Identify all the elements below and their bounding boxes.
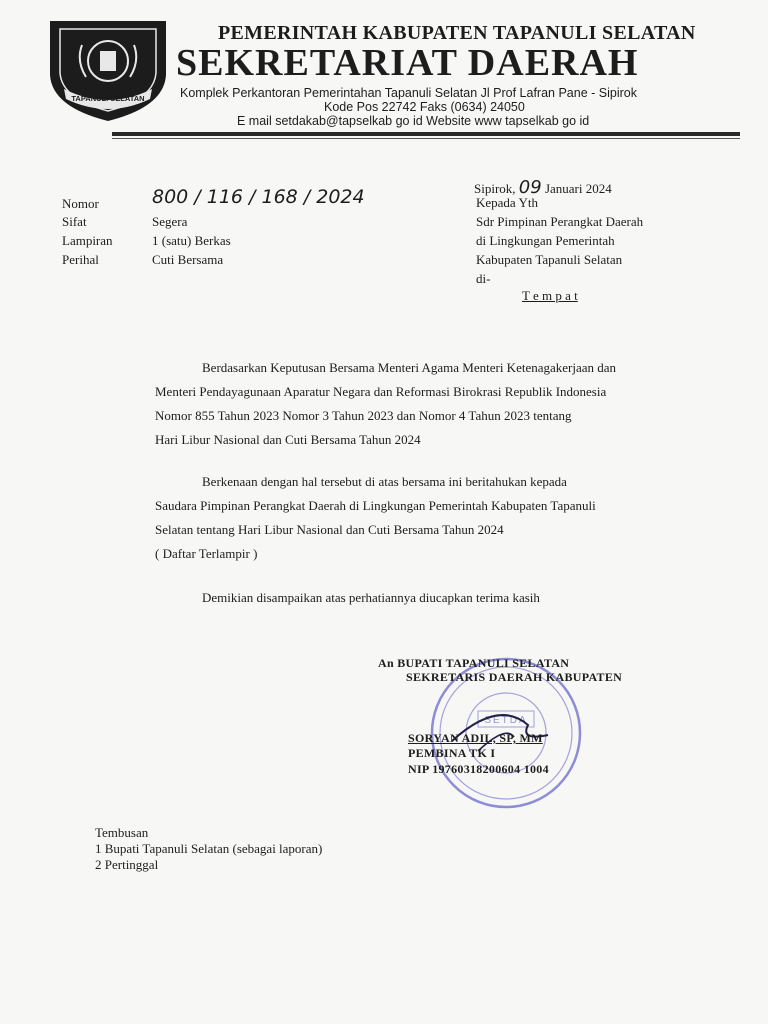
- recipient-place: T e m p a t: [522, 288, 578, 303]
- header-rule-thin: [112, 138, 740, 139]
- cc-item-1: 1 Bupati Tapanuli Selatan (sebagai laporan): [95, 841, 323, 856]
- signature-an: An BUPATI TAPANULI SELATAN: [378, 656, 570, 670]
- contact-line: E mail setdakab@tapselkab go id Website www tapselkab go id: [237, 114, 590, 128]
- meta-label-sifat: Sifat: [62, 214, 87, 229]
- date-month-year: Januari 2024: [544, 181, 612, 196]
- recipient-line-3: di Lingkungan Pemerintah: [476, 233, 615, 248]
- signatory-name: SORYAN ADIL, SP, MM: [408, 731, 543, 745]
- meta-label-perihal: Perihal: [62, 252, 99, 267]
- regency-logo-icon: [46, 15, 170, 125]
- recipient-line-4: Kabupaten Tapanuli Selatan: [476, 252, 623, 267]
- header-rule-thick: [112, 132, 740, 136]
- signatory-rank: PEMBINA TK I: [408, 746, 496, 760]
- p2-line-1: Berkenaan dengan hal tersebut di atas bersama ini beritahukan kepada: [202, 474, 567, 489]
- signature-title: SEKRETARIS DAERAH KABUPATEN: [406, 670, 623, 684]
- p3-line: Demikian disampaikan atas perhatiannya diucapkan terima kasih: [202, 590, 540, 605]
- p1-line-3: Nomor 855 Tahun 2023 Nomor 3 Tahun 2023 dan Nomor 4 Tahun 2023 tentang: [155, 408, 572, 423]
- p2-line-2: Saudara Pimpinan Perangkat Daerah di Lingkungan Pemerintah Kabupaten Tapanuli: [155, 498, 596, 513]
- meta-value-perihal: Cuti Bersama: [152, 252, 224, 267]
- logo-text: TAPANULI SELATAN: [71, 94, 145, 103]
- cc-item-2: 2 Pertinggal: [95, 857, 159, 872]
- recipient-line-1: Kepada Yth: [476, 195, 538, 210]
- recipient-line-2: Sdr Pimpinan Perangkat Daerah: [476, 214, 644, 229]
- stamp-text: SETDA: [484, 715, 528, 726]
- government-name: PEMERINTAH KABUPATEN TAPANULI SELATAN: [218, 22, 696, 44]
- place: Sipirok,: [474, 181, 516, 196]
- recipient-line-5: di-: [476, 271, 491, 286]
- meta-label-lampiran: Lampiran: [62, 233, 113, 248]
- p1-line-4: Hari Libur Nasional dan Cuti Bersama Tahun 2024: [155, 432, 421, 447]
- signatory-nip: NIP 19760318200604 1004: [408, 762, 549, 776]
- p1-line-2: Menteri Pendayagunaan Aparatur Negara dan Reformasi Birokrasi Republik Indonesia: [155, 384, 607, 399]
- cc-heading: Tembusan: [95, 825, 149, 840]
- meta-value-lampiran: 1 (satu) Berkas: [152, 233, 231, 248]
- office-name: SEKRETARIAT DAERAH: [176, 42, 639, 84]
- address-line: Komplek Perkantoran Pemerintahan Tapanuli Selatan Jl Prof Lafran Pane - Sipirok: [180, 86, 637, 100]
- p2-line-3: Selatan tentang Hari Libur Nasional dan Cuti Bersama Tahun 2024: [155, 522, 504, 537]
- p1-line-1: Berdasarkan Keputusan Bersama Menteri Agama Menteri Ketenagakerjaan dan: [202, 360, 617, 375]
- meta-value-sifat: Segera: [152, 214, 188, 229]
- meta-value-nomor: 800 / 116 / 168 / 2024: [152, 186, 365, 208]
- date-day: 09: [518, 177, 542, 198]
- meta-label-nomor: Nomor: [62, 196, 99, 211]
- postal-line: Kode Pos 22742 Faks (0634) 24050: [324, 100, 525, 114]
- p2-line-4: ( Daftar Terlampir ): [155, 546, 258, 561]
